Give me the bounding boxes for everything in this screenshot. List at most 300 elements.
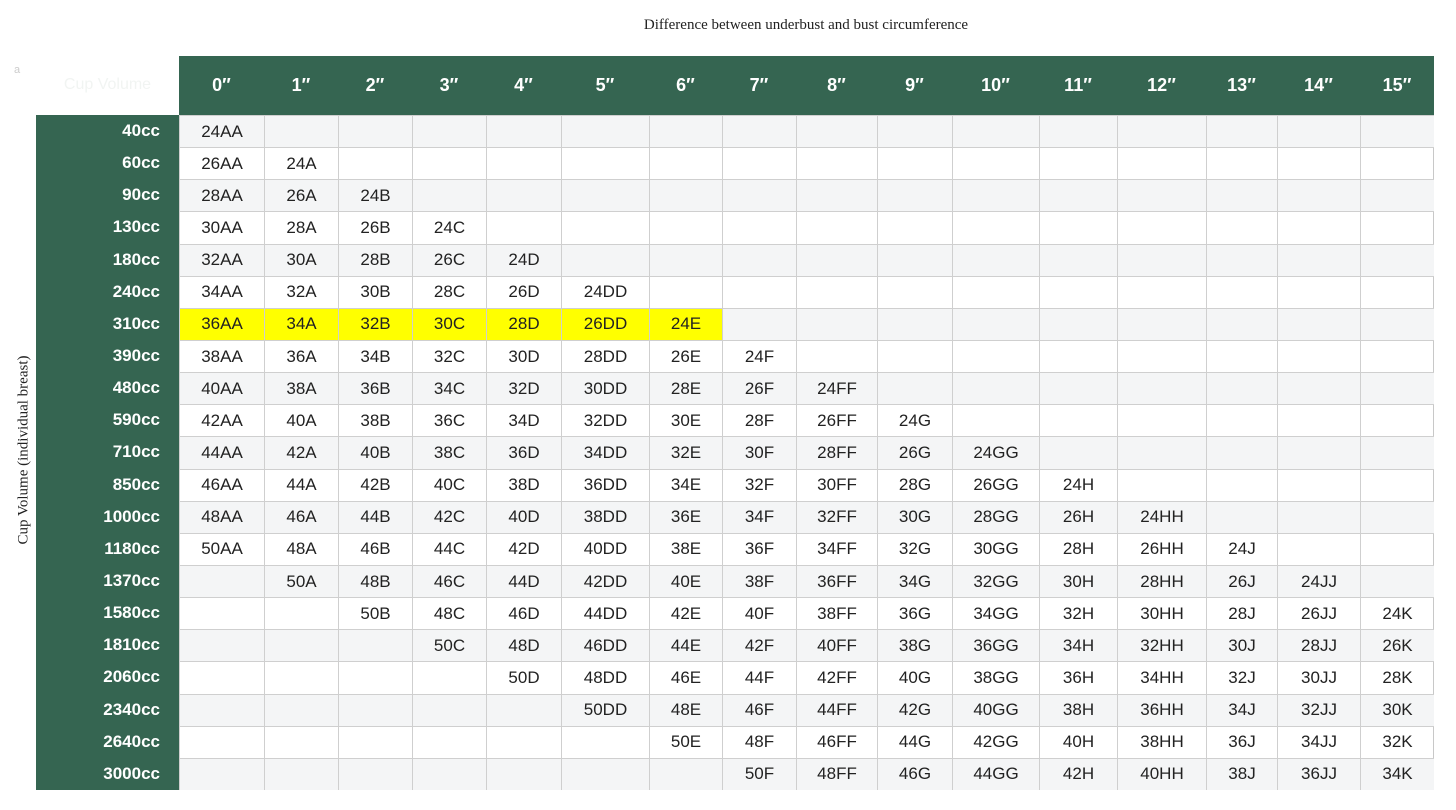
column-header: 8″ bbox=[827, 75, 846, 95]
row-axis-title: Cup Volume (individual breast) bbox=[15, 355, 32, 545]
row-header: 40cc bbox=[122, 121, 160, 140]
size-cell: 32C bbox=[412, 340, 486, 372]
size-cell bbox=[1277, 211, 1360, 243]
size-cell: 46G bbox=[877, 758, 952, 790]
size-cell bbox=[1206, 436, 1277, 468]
size-cell: 34E bbox=[649, 469, 722, 501]
size-cell bbox=[412, 758, 486, 790]
row-header: 850cc bbox=[112, 474, 160, 494]
size-cell: 28H bbox=[1039, 533, 1117, 565]
size-cell: 32D bbox=[486, 372, 561, 404]
size-cell: 32FF bbox=[796, 501, 877, 533]
column-header: 11″ bbox=[1064, 75, 1092, 95]
size-cell: 44A bbox=[264, 469, 338, 501]
column-header: 10″ bbox=[981, 75, 1010, 95]
size-cell bbox=[1277, 308, 1360, 340]
row-header: 2340cc bbox=[103, 699, 160, 719]
row-header: 1000cc bbox=[103, 506, 160, 526]
size-cell: 48B bbox=[338, 565, 412, 597]
size-cell bbox=[722, 115, 796, 147]
size-cell bbox=[1277, 276, 1360, 308]
size-cell: 46DD bbox=[561, 629, 649, 661]
row-header: 2060cc bbox=[103, 667, 160, 687]
size-cell: 50B bbox=[338, 597, 412, 629]
size-cell bbox=[952, 340, 1039, 372]
size-cell: 40F bbox=[722, 597, 796, 629]
size-cell: 44D bbox=[486, 565, 561, 597]
size-cell: 40E bbox=[649, 565, 722, 597]
size-cell bbox=[1277, 469, 1360, 501]
size-cell: 36HH bbox=[1117, 694, 1206, 726]
size-cell: 30K bbox=[1360, 694, 1434, 726]
size-cell: 40B bbox=[338, 436, 412, 468]
size-cell bbox=[877, 244, 952, 276]
size-cell: 24J bbox=[1206, 533, 1277, 565]
size-cell: 32DD bbox=[561, 404, 649, 436]
row-header: 590cc bbox=[112, 410, 160, 430]
size-cell bbox=[649, 179, 722, 211]
size-cell bbox=[1117, 436, 1206, 468]
size-cell: 50F bbox=[722, 758, 796, 790]
size-cell: 48E bbox=[649, 694, 722, 726]
size-cell bbox=[338, 147, 412, 179]
size-cell bbox=[264, 694, 338, 726]
size-cell: 40H bbox=[1039, 726, 1117, 758]
column-header: 15″ bbox=[1382, 75, 1412, 95]
size-cell: 28J bbox=[1206, 597, 1277, 629]
size-cell: 50D bbox=[486, 661, 561, 693]
size-cell bbox=[722, 179, 796, 211]
size-cell bbox=[338, 661, 412, 693]
size-cell bbox=[1277, 436, 1360, 468]
size-cell bbox=[1360, 372, 1434, 404]
size-cell bbox=[1206, 340, 1277, 372]
size-cell bbox=[1277, 533, 1360, 565]
size-cell: 24JJ bbox=[1277, 565, 1360, 597]
size-cell: 26E bbox=[649, 340, 722, 372]
size-cell bbox=[338, 115, 412, 147]
size-cell: 30AA bbox=[179, 211, 264, 243]
size-cell: 26A bbox=[264, 179, 338, 211]
size-cell: 36J bbox=[1206, 726, 1277, 758]
size-cell bbox=[877, 147, 952, 179]
size-cell: 38A bbox=[264, 372, 338, 404]
size-cell: 36F bbox=[722, 533, 796, 565]
size-cell bbox=[1206, 211, 1277, 243]
size-cell: 50A bbox=[264, 565, 338, 597]
size-cell: 30FF bbox=[796, 469, 877, 501]
size-cell bbox=[952, 308, 1039, 340]
size-cell bbox=[796, 115, 877, 147]
size-cell: 40C bbox=[412, 469, 486, 501]
size-cell: 24GG bbox=[952, 436, 1039, 468]
size-cell: 48D bbox=[486, 629, 561, 661]
size-cell bbox=[1277, 244, 1360, 276]
size-cell: 30B bbox=[338, 276, 412, 308]
size-cell: 26AA bbox=[179, 147, 264, 179]
size-cell bbox=[796, 308, 877, 340]
size-cell: 28DD bbox=[561, 340, 649, 372]
column-header: 4″ bbox=[514, 75, 533, 95]
size-cell: 42E bbox=[649, 597, 722, 629]
size-cell: 32F bbox=[722, 469, 796, 501]
size-cell: 44F bbox=[722, 661, 796, 693]
size-cell: 32K bbox=[1360, 726, 1434, 758]
size-cell bbox=[1360, 179, 1434, 211]
row-header: 240cc bbox=[112, 281, 160, 301]
size-cell: 48FF bbox=[796, 758, 877, 790]
column-header: 7″ bbox=[749, 75, 769, 95]
size-cell: 48AA bbox=[179, 501, 264, 533]
size-cell: 34B bbox=[338, 340, 412, 372]
table-title: Difference between underbust and bust circumference bbox=[643, 17, 969, 33]
row-header: 3000cc bbox=[103, 763, 160, 783]
size-cell: 26K bbox=[1360, 629, 1434, 661]
size-cell: 38HH bbox=[1117, 726, 1206, 758]
size-cell bbox=[561, 115, 649, 147]
row-header: 1580cc bbox=[103, 603, 160, 623]
size-cell: 40G bbox=[877, 661, 952, 693]
size-cell: 24HH bbox=[1117, 501, 1206, 533]
size-cell: 44E bbox=[649, 629, 722, 661]
size-cell: 24B bbox=[338, 179, 412, 211]
size-cell bbox=[1117, 276, 1206, 308]
size-cell: 44FF bbox=[796, 694, 877, 726]
size-cell: 48A bbox=[264, 533, 338, 565]
corner-mark: a bbox=[14, 64, 21, 76]
size-cell: 36G bbox=[877, 597, 952, 629]
row-header: 480cc bbox=[112, 378, 160, 398]
size-cell: 42DD bbox=[561, 565, 649, 597]
size-cell bbox=[649, 115, 722, 147]
size-cell: 24H bbox=[1039, 469, 1117, 501]
size-cell: 50DD bbox=[561, 694, 649, 726]
size-cell: 34DD bbox=[561, 436, 649, 468]
size-cell bbox=[264, 758, 338, 790]
size-cell: 36E bbox=[649, 501, 722, 533]
row-header: 180cc bbox=[112, 249, 160, 269]
size-cell bbox=[796, 179, 877, 211]
size-cell: 34GG bbox=[952, 597, 1039, 629]
size-cell: 50E bbox=[649, 726, 722, 758]
size-cell: 36A bbox=[264, 340, 338, 372]
size-cell: 26C bbox=[412, 244, 486, 276]
size-cell bbox=[1360, 404, 1434, 436]
size-cell: 28FF bbox=[796, 436, 877, 468]
size-cell bbox=[486, 726, 561, 758]
size-cell: 24K bbox=[1360, 597, 1434, 629]
size-cell: 28B bbox=[338, 244, 412, 276]
size-cell: 30HH bbox=[1117, 597, 1206, 629]
size-cell bbox=[179, 694, 264, 726]
size-cell bbox=[796, 276, 877, 308]
size-cell bbox=[722, 244, 796, 276]
size-cell: 40FF bbox=[796, 629, 877, 661]
size-cell: 40HH bbox=[1117, 758, 1206, 790]
size-cell bbox=[486, 147, 561, 179]
size-cell bbox=[722, 211, 796, 243]
size-cell: 48DD bbox=[561, 661, 649, 693]
size-cell bbox=[1277, 115, 1360, 147]
corner-header-label: Cup Volume bbox=[63, 76, 152, 93]
size-cell: 34K bbox=[1360, 758, 1434, 790]
size-cell: 28JJ bbox=[1277, 629, 1360, 661]
size-cell: 36C bbox=[412, 404, 486, 436]
size-cell: 40D bbox=[486, 501, 561, 533]
size-cell bbox=[179, 629, 264, 661]
column-header: 12″ bbox=[1147, 75, 1176, 95]
size-cell bbox=[561, 726, 649, 758]
size-cell bbox=[877, 308, 952, 340]
row-header: 710cc bbox=[112, 442, 160, 462]
size-cell: 38FF bbox=[796, 597, 877, 629]
size-cell bbox=[1117, 404, 1206, 436]
size-cell bbox=[649, 758, 722, 790]
size-cell: 30GG bbox=[952, 533, 1039, 565]
row-header: 390cc bbox=[112, 345, 160, 365]
size-cell bbox=[338, 629, 412, 661]
size-cell: 32JJ bbox=[1277, 694, 1360, 726]
size-cell bbox=[264, 597, 338, 629]
size-cell bbox=[412, 661, 486, 693]
size-cell bbox=[486, 115, 561, 147]
size-cell bbox=[649, 276, 722, 308]
size-cell bbox=[877, 179, 952, 211]
size-cell: 46C bbox=[412, 565, 486, 597]
size-cell bbox=[1360, 469, 1434, 501]
size-cell: 24DD bbox=[561, 276, 649, 308]
size-cell bbox=[649, 244, 722, 276]
size-cell bbox=[1039, 115, 1117, 147]
size-cell: 24A bbox=[264, 147, 338, 179]
size-cell: 30G bbox=[877, 501, 952, 533]
size-cell bbox=[561, 758, 649, 790]
size-cell: 42AA bbox=[179, 404, 264, 436]
row-header: 1370cc bbox=[103, 570, 160, 590]
size-cell bbox=[1039, 308, 1117, 340]
size-cell: 46E bbox=[649, 661, 722, 693]
size-grid bbox=[179, 115, 1434, 790]
size-cell bbox=[952, 179, 1039, 211]
size-cell bbox=[1277, 179, 1360, 211]
size-cell: 44AA bbox=[179, 436, 264, 468]
column-header: 1″ bbox=[291, 75, 311, 95]
size-cell bbox=[1360, 340, 1434, 372]
size-cell bbox=[179, 726, 264, 758]
size-cell: 28F bbox=[722, 404, 796, 436]
size-cell: 28D bbox=[486, 308, 561, 340]
size-cell bbox=[1360, 244, 1434, 276]
size-cell bbox=[796, 340, 877, 372]
row-header: 60cc bbox=[122, 153, 160, 173]
size-cell bbox=[952, 211, 1039, 243]
size-cell: 46AA bbox=[179, 469, 264, 501]
size-cell: 28G bbox=[877, 469, 952, 501]
size-cell bbox=[412, 115, 486, 147]
size-cell: 38C bbox=[412, 436, 486, 468]
size-cell bbox=[952, 115, 1039, 147]
size-cell bbox=[1360, 308, 1434, 340]
size-cell bbox=[1039, 179, 1117, 211]
size-cell bbox=[412, 179, 486, 211]
size-cell bbox=[796, 147, 877, 179]
size-cell: 48F bbox=[722, 726, 796, 758]
size-cell: 44B bbox=[338, 501, 412, 533]
size-cell bbox=[264, 726, 338, 758]
size-cell bbox=[1277, 501, 1360, 533]
size-cell: 30H bbox=[1039, 565, 1117, 597]
size-cell: 36DD bbox=[561, 469, 649, 501]
size-cell: 38F bbox=[722, 565, 796, 597]
size-cell bbox=[722, 276, 796, 308]
size-cell bbox=[1206, 244, 1277, 276]
size-cell bbox=[1117, 147, 1206, 179]
size-cell bbox=[1360, 501, 1434, 533]
size-cell bbox=[796, 244, 877, 276]
size-cell: 44C bbox=[412, 533, 486, 565]
size-cell: 42D bbox=[486, 533, 561, 565]
size-cell bbox=[1039, 244, 1117, 276]
size-cell bbox=[1039, 147, 1117, 179]
column-header: 0″ bbox=[212, 75, 231, 95]
size-cell bbox=[561, 147, 649, 179]
column-header: 13″ bbox=[1227, 75, 1256, 95]
size-cell bbox=[722, 147, 796, 179]
size-cell: 32G bbox=[877, 533, 952, 565]
size-cell bbox=[179, 661, 264, 693]
size-cell bbox=[179, 565, 264, 597]
size-cell bbox=[1117, 340, 1206, 372]
size-cell: 34HH bbox=[1117, 661, 1206, 693]
size-cell bbox=[1360, 565, 1434, 597]
size-cell: 28E bbox=[649, 372, 722, 404]
size-cell: 24C bbox=[412, 211, 486, 243]
size-cell: 38J bbox=[1206, 758, 1277, 790]
size-cell: 34AA bbox=[179, 276, 264, 308]
size-cell bbox=[649, 211, 722, 243]
size-cell bbox=[1206, 501, 1277, 533]
size-cell bbox=[877, 372, 952, 404]
size-cell bbox=[649, 147, 722, 179]
size-cell: 26JJ bbox=[1277, 597, 1360, 629]
size-cell: 36FF bbox=[796, 565, 877, 597]
size-cell: 38D bbox=[486, 469, 561, 501]
size-cell bbox=[952, 372, 1039, 404]
size-cell bbox=[1039, 372, 1117, 404]
size-cell bbox=[1360, 533, 1434, 565]
size-cell bbox=[486, 758, 561, 790]
size-cell: 44GG bbox=[952, 758, 1039, 790]
size-cell bbox=[486, 211, 561, 243]
size-cell: 26FF bbox=[796, 404, 877, 436]
row-header: 1180cc bbox=[104, 538, 160, 558]
size-cell: 30E bbox=[649, 404, 722, 436]
size-cell: 34J bbox=[1206, 694, 1277, 726]
size-cell: 24G bbox=[877, 404, 952, 436]
size-cell: 26GG bbox=[952, 469, 1039, 501]
size-cell bbox=[338, 726, 412, 758]
size-cell bbox=[1117, 469, 1206, 501]
column-header: 3″ bbox=[439, 75, 459, 95]
size-cell bbox=[1117, 115, 1206, 147]
size-cell: 36H bbox=[1039, 661, 1117, 693]
size-cell: 38B bbox=[338, 404, 412, 436]
size-cell: 32J bbox=[1206, 661, 1277, 693]
column-header: 5″ bbox=[595, 75, 615, 95]
size-cell: 38AA bbox=[179, 340, 264, 372]
size-cell: 30D bbox=[486, 340, 561, 372]
size-cell: 30DD bbox=[561, 372, 649, 404]
size-cell: 24E bbox=[649, 308, 722, 340]
size-cell: 28HH bbox=[1117, 565, 1206, 597]
column-header: 2″ bbox=[365, 75, 385, 95]
size-cell bbox=[179, 597, 264, 629]
size-cell: 28K bbox=[1360, 661, 1434, 693]
size-cell: 40A bbox=[264, 404, 338, 436]
size-cell bbox=[486, 179, 561, 211]
size-cell bbox=[877, 115, 952, 147]
size-cell: 24F bbox=[722, 340, 796, 372]
size-cell: 34H bbox=[1039, 629, 1117, 661]
size-cell bbox=[1039, 404, 1117, 436]
size-cell: 26H bbox=[1039, 501, 1117, 533]
size-cell bbox=[179, 758, 264, 790]
size-cell: 38E bbox=[649, 533, 722, 565]
size-cell: 36B bbox=[338, 372, 412, 404]
size-cell bbox=[952, 404, 1039, 436]
size-cell bbox=[1039, 211, 1117, 243]
size-cell: 34A bbox=[264, 308, 338, 340]
size-cell bbox=[1117, 244, 1206, 276]
size-cell bbox=[412, 726, 486, 758]
size-cell: 26DD bbox=[561, 308, 649, 340]
size-cell bbox=[412, 694, 486, 726]
size-cell bbox=[264, 629, 338, 661]
size-cell bbox=[1039, 276, 1117, 308]
size-cell: 32AA bbox=[179, 244, 264, 276]
size-cell bbox=[1277, 147, 1360, 179]
size-cell bbox=[722, 308, 796, 340]
size-cell bbox=[952, 147, 1039, 179]
size-cell bbox=[877, 276, 952, 308]
size-cell: 38H bbox=[1039, 694, 1117, 726]
size-cell: 38DD bbox=[561, 501, 649, 533]
size-cell: 42C bbox=[412, 501, 486, 533]
size-cell bbox=[1039, 436, 1117, 468]
size-cell: 46FF bbox=[796, 726, 877, 758]
size-cell bbox=[338, 694, 412, 726]
size-cell: 24AA bbox=[179, 115, 264, 147]
size-cell bbox=[877, 211, 952, 243]
size-cell bbox=[264, 661, 338, 693]
column-header: 9″ bbox=[905, 75, 924, 95]
size-cell bbox=[1117, 308, 1206, 340]
size-cell bbox=[1277, 404, 1360, 436]
size-cell bbox=[412, 147, 486, 179]
size-cell: 28GG bbox=[952, 501, 1039, 533]
size-cell: 46F bbox=[722, 694, 796, 726]
size-cell bbox=[1039, 340, 1117, 372]
size-cell: 26D bbox=[486, 276, 561, 308]
size-cell: 46B bbox=[338, 533, 412, 565]
size-cell bbox=[1360, 147, 1434, 179]
size-cell: 30A bbox=[264, 244, 338, 276]
size-cell bbox=[1206, 179, 1277, 211]
size-cell: 42B bbox=[338, 469, 412, 501]
size-cell: 26G bbox=[877, 436, 952, 468]
size-cell: 40GG bbox=[952, 694, 1039, 726]
size-cell: 32HH bbox=[1117, 629, 1206, 661]
